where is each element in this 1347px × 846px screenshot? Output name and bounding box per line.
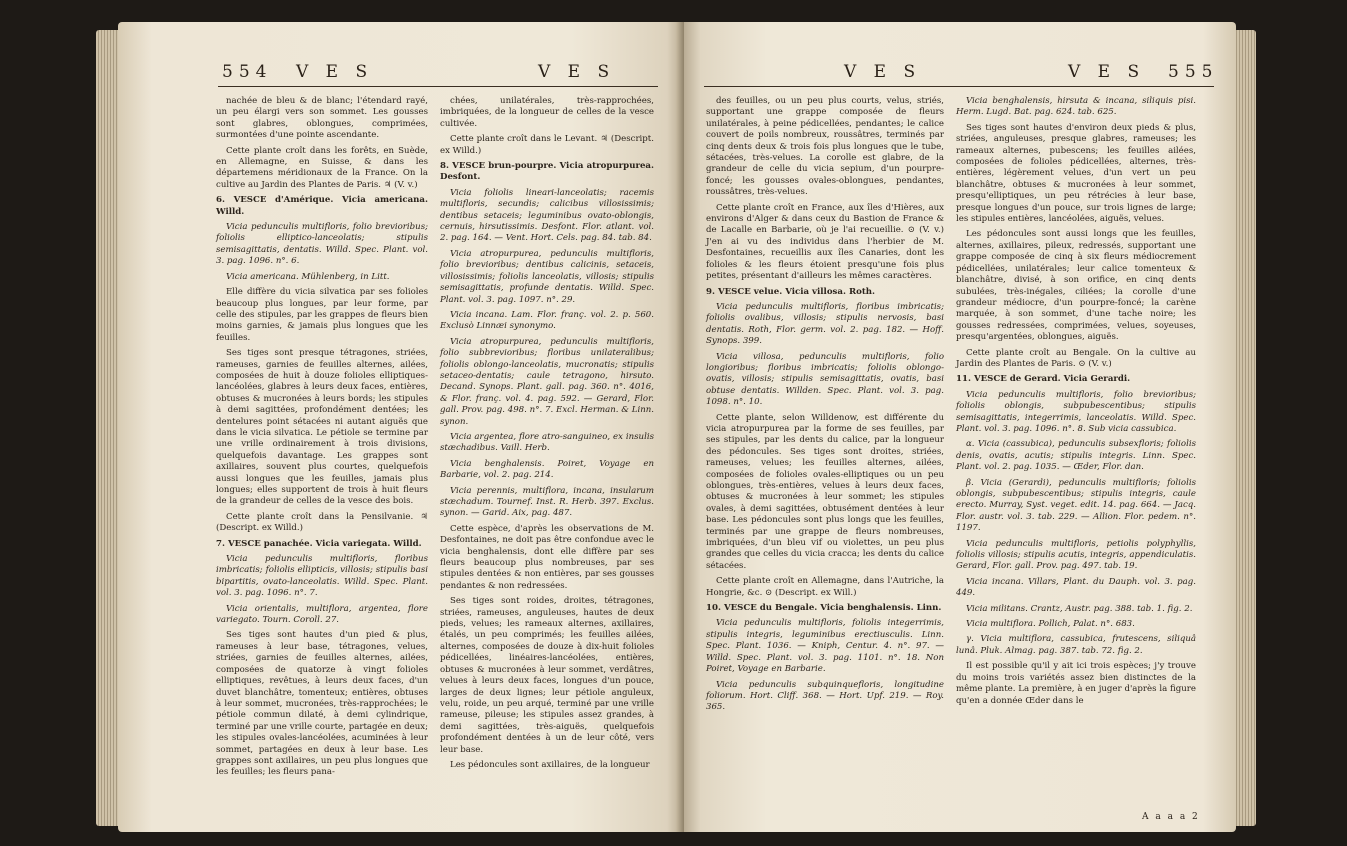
paragraph: α. Vicia (cassubica), pedunculis subsexfloris; foliolis denis, ovatis, acutis; stipulis integris. Linn. Spec. Plant. vol. 2. pag. 1035. — Œder, Flor. dan. bbox=[956, 439, 1196, 473]
running-head-left-a: V E S bbox=[296, 62, 374, 82]
page-edges-left bbox=[96, 30, 120, 826]
running-head-right-b: V E S bbox=[1068, 62, 1146, 82]
paragraph: Vicia incana. Lam. Flor. franç. vol. 2. p. 560. Exclusò Linnæi synonymo. bbox=[440, 309, 654, 332]
paragraph: chées, unilatérales, très-rapprochées, imbriquées, de la longueur de celles de la vesce cultivée. bbox=[440, 96, 654, 129]
left-page bbox=[118, 22, 684, 832]
paragraph: Vicia orientalis, multiflora, argentea, flore variegato. Tourn. Coroll. 27. bbox=[216, 603, 428, 626]
paragraph: 10. VESCE du Bengale. Vicia benghalensis. Linn. bbox=[706, 603, 942, 614]
paragraph: Vicia foliolis lineari-lanceolatis; racemis multifloris, secundis; calicibus villosissimis; dentibus setaceis; leguminibus ovato-oblongis, cernuis, hirsutissimis. Desfont. Flor. atlant. vol. 2. pag. 164. — Vent. Hort. Cels. pag. 84. tab. 84. bbox=[440, 187, 654, 244]
paragraph: Cette plante croît au Bengale. On la cultive au Jardin des Plantes de Paris. ⊙ (V. v.) bbox=[956, 347, 1196, 369]
page-number-right: 555 bbox=[1168, 62, 1219, 82]
right-page bbox=[684, 22, 1236, 832]
paragraph: Les pédoncules sont aussi longs que les feuilles, alternes, axillaires, pileux, redressés, supportant une grappe composée de cinq à six fleurs médiocrement pédicellées, unilatérales; leur calice tomenteux & blanchâtre, divisé, à son orifice, en cinq dents subulées, très-inégales, ciliées; la corolle d'une grandeur médiocre, d'un pourpre-foncé; la carène marquée, à son sommet, d'une tache noire; les gousses redressées, comprimées, velues, soyeuses, presqu'argentées, oblongues, aiguës. bbox=[956, 229, 1196, 343]
paragraph: Vicia multiflora. Pollich, Palat. n°. 683. bbox=[966, 619, 1135, 630]
running-head-right-a: V E S bbox=[844, 62, 922, 82]
paragraph: Vicia perennis, multiflora, incana, insularum stæchadum. Tournef. Inst. R. Herb. 397. Exclus. synon. — Garid. Aix, pag. 487. bbox=[440, 485, 654, 519]
paragraph: Ses tiges sont presque tétragones, striées, rameuses, garnies de feuilles alternes, ailées, composées de huit à douze folioles elliptiques-lancéolées, glabres à leurs deux faces, entières, obtuses & mucronées à leurs bords; les stipules à demi sagittées, profondément dentées; les dentelures point sétacées ni autant aiguës que dans le vicia silvatica. Le pétiole se termine par une vrille ordinairement à trois divisions, quelquefois davantage. Les grappes sont axillaires, souvent plus courtes, quelquefois aussi longues que les feuilles, jamais plus longues; elles supportent de trois à huit fleurs de la grandeur de celles de la vesce des bois. bbox=[216, 348, 428, 507]
right-column-2 bbox=[956, 96, 1196, 711]
paragraph: 11. VESCE de Gerard. Vicia Gerardi. bbox=[956, 374, 1131, 385]
paragraph: Vicia pedunculis multifloris, folio brevioribus; foliolis oblongis, subpubescentibus; stipulis semisagittatis, integerrimis, lanceolatis. Willd. Spec. Plant. vol. 3. pag. 1096. n°. 8. Sub vicia cassubica. bbox=[956, 389, 1196, 434]
page-number-left: 554 bbox=[222, 62, 273, 82]
paragraph: Cette plante croît en France, aux îles d'Hières, aux environs d'Alger & dans ceux du Bastion de France & de Lacalle en Barbarie, où je l'ai recueillie. ⊙ (V. v.) J'en ai vu des individus dans l'herbier de M. Desfontaines, recueillis aux îles Canaries, dont les folioles & les fleurs étoient presqu'une fois plus petites, présentant d'ailleurs les mêmes caractères. bbox=[706, 202, 944, 282]
paragraph: Vicia pedunculis multifloris, petiolis polyphyllis, foliolis villosis; stipulis acutis, integris, appendiculatis. Gerard, Flor. gall. Prov. pag. 497. tab. 19. bbox=[956, 538, 1196, 572]
paragraph: Vicia pedunculis multifloris, floribus imbricatis; foliolis ovalibus, villosis; stipulis nervosis, basi dentatis. Roth, Flor. germ. vol. 2. pag. 182. — Hoff. Synops. 399. bbox=[706, 301, 944, 347]
paragraph: Vicia militans. Crantz, Austr. pag. 388. tab. 1. fig. 2. bbox=[966, 603, 1193, 614]
paragraph: Ses tiges sont hautes d'environ deux pieds & plus, striées, anguleuses, presque glabres, rameuses; les rameaux alternes, pubescens; les feuilles ailées, composées de folioles pédicellées, alternes, très-entières, légèrement velues, d'un vert un peu blanchâtre, obtuses & mucronées à leur sommet, presqu'elliptiques, un peu rétrécies à leur base, presque longues d'un pouce, sur trois lignes de large; les stipules entières, lancéolées, aiguës, velues. bbox=[956, 122, 1196, 225]
paragraph: Vicia benghalensis, hirsuta & incana, siliquis pisi. Herm. Lugd. Bat. pag. 624. tab. 625. bbox=[956, 96, 1196, 118]
paragraph: Vicia incana. Villars, Plant. du Dauph. vol. 3. pag. 449. bbox=[956, 576, 1196, 599]
paragraph: Cette plante croît en Allemagne, dans l'Autriche, la Hongrie, &c. ⊙ (Descript. ex Will.) bbox=[706, 576, 944, 598]
paragraph: 7. VESCE panachée. Vicia variegata. Willd. bbox=[216, 538, 422, 549]
paragraph: Vicia argentea, flore atro-sanguineo, ex insulis stæchadibus. Vaill. Herb. bbox=[440, 431, 654, 454]
paragraph: 9. VESCE velue. Vicia villosa. Roth. bbox=[706, 286, 876, 297]
left-column-1 bbox=[216, 96, 428, 783]
paragraph: 8. VESCE brun-pourpre. Vicia atropurpurea. Desfont. bbox=[440, 161, 654, 183]
paragraph: Il est possible qu'il y ait ici trois espèces; j'y trouve du moins trois variétés assez bien distinctes de la même plante. La première, à en juger d'après la figure qu'en a donnée Œder dans le bbox=[956, 661, 1196, 706]
paragraph: Vicia pedunculis multifloris, folio brevioribus; foliolis elliptico-lanceolatis; stipulis semisagittatis, dentatis. Willd. Spec. Plant. vol. 3. pag. 1096. n°. 6. bbox=[216, 222, 428, 267]
paragraph: Vicia atropurpurea, pedunculis multifloris, folio brevioribus; dentibus calicinis, setaceis, villosissimis; foliolis lanceolatis, villosis; stipulis semisagittatis, profunde dentatis. Willd. Spec. Plant. vol. 3. pag. 1097. n°. 29. bbox=[440, 248, 654, 305]
paragraph: Ses tiges sont hautes d'un pied & plus, rameuses à leur base, tétragones, velues, striées, garnies de feuilles alternes, ailées, composées de quatorze à vingt folioles elliptiques, revêtues, à leurs deux faces, d'un duvet blanchâtre, tomenteux; entières, obtuses à leur sommet, mucronées, très-rapprochées; le pétiole commun dilaté, à demi cylindrique, terminé par une vrille courte, partagée en deux; les stipules ovales-lancéolées, acuminées à leur sommet, partagées en deux à leur base. Les grappes sont axillaires, un peu plus longues que les feuilles; les fleurs pana- bbox=[216, 630, 428, 778]
paragraph: Vicia villosa, pedunculis multifloris, folio longioribus; floribus imbricatis; foliolis oblongo-ovatis, villosis; stipulis semisagittatis, ovatis, basi obtuse dentatis. Willden. Spec. Plant. vol. 3. pag. 1098. n°. 10. bbox=[706, 351, 944, 408]
paragraph: Vicia pedunculis multifloris, floribus imbricatis; foliolis ellipticis, villosis; stipulis basi bipartitis, ovato-lanceolatis. Willd. Spec. Plant. vol. 3. pag. 1096. n°. 7. bbox=[216, 554, 428, 599]
right-column-1 bbox=[706, 96, 944, 718]
paragraph: Les pédoncules sont axillaires, de la longueur bbox=[450, 759, 650, 770]
paragraph: Vicia pedunculis multifloris, foliolis integerrimis, stipulis integris, leguminibus erectiusculis. Linn. Spec. Plant. 1036. — Kniph, Centur. 4. n°. 97. — Willd. Spec. Plant. vol. 3. pag. 1101. n°. 18. Non Poiret, Voyage en Barbarie. bbox=[706, 618, 944, 675]
paragraph: Vicia americana. Mühlenberg, in Litt. bbox=[226, 271, 390, 282]
paragraph: Elle diffère du vicia silvatica par ses folioles beaucoup plus longues, par leur forme, par celle des stipules, par les grappes de fleurs bien moins garnies, & jamais plus longues que les feuilles. bbox=[216, 287, 428, 343]
paragraph: β. Vicia (Gerardi), pedunculis multifloris; foliolis oblongis, subpubescentibus; stipulis integris, caule erecto. Murray, Syst. veget. edit. 14. pag. 664. — Jacq. Flor. austr. vol. 3. tab. 229. — Allion. Flor. pedem. n°. 1197. bbox=[956, 477, 1196, 534]
paragraph: nachée de bleu & de blanc; l'étendard rayé, un peu élargi vers son sommet. Les gousses sont glabres, oblongues, comprimées, surmontées d'une pointe ascendante. bbox=[216, 96, 428, 141]
paragraph: Cette plante croît dans les forêts, en Suède, en Allemagne, en Suisse, & dans les départemens méridionaux de la France. On la cultive au Jardin des Plantes de Paris. ♃ (V. v.) bbox=[216, 145, 428, 190]
page-edges-right bbox=[1234, 30, 1256, 826]
paragraph: Vicia atropurpurea, pedunculis multifloris, folio subbrevioribus; floribus unilateralibus; foliolis oblongo-lanceolatis, mucronatis; stipulis setaceo-dentatis; caule tetragono, hirsuto. Decand. Synops. Plant. gall. pag. 360. n°. 4016, & Flor. franç. vol. 4. pag. 592. — Gerard, Flor. gall. Prov. pag. 498. n°. 7. Excl. Herman. & Linn. synon. bbox=[440, 336, 654, 427]
paragraph: Cette espèce, d'après les observations de M. Desfontaines, ne doit pas être confondue avec le vicia benghalensis, dont elle diffère par ses fleurs beaucoup plus nombreuses, par ses stipules dentées & non entières, par ses gousses pendantes & non redressées. bbox=[440, 523, 654, 591]
running-head-left-b: V E S bbox=[538, 62, 616, 82]
paragraph: des feuilles, ou un peu plus courts, velus, striés, supportant une grappe composée de fleurs unilatérales, à peine pédicellées, pendantes; le calice couvert de poils nombreux, roussâtres, terminés par cinq dents deux & trois fois plus longues que le tube, sétacées, très-velues. La corolle est glabre, de la grandeur de celle du vicia sepium, d'un pourpre-foncé; les gousses ovales-oblongues, pendantes, roussâtres, très-velues. bbox=[706, 96, 944, 198]
paragraph: Vicia benghalensis. Poiret, Voyage en Barbarie, vol. 2. pag. 214. bbox=[440, 458, 654, 481]
paragraph: Ses tiges sont roides, droites, tétragones, striées, rameuses, anguleuses, hautes de deux pieds, velues; les rameaux alternes, axillaires, étalés, un peu comprimés; les feuilles ailées, alternes, composées de douze à dix-huit folioles pédicellées, linéaires-lancéolées, entières, obtuses & mucronées à leur sommet, verdâtres, velues à leurs deux faces, longues d'un pouce, larges de deux lignes; leur pétiole anguleux, velu, roide, un peu arqué, terminé par une vrille rameuse, pileuse; les stipules assez grandes, à demi sagittées, très-aiguës, quelquefois profondément dentées à un de leur côté, vers leur base. bbox=[440, 596, 654, 755]
paragraph: 6. VESCE d'Amérique. Vicia americana. Willd. bbox=[216, 195, 428, 217]
paragraph: Cette plante, selon Willdenow, est différente du vicia atropurpurea par la forme de ses feuilles, par ses stipules, par les dents du calice, par la longueur des pédoncules. Ses tiges sont droites, striées, rameuses, velues; les feuilles alternes, ailées, composées de folioles ovales-elliptiques ou un peu oblongues, très-entières, velues à leurs deux faces, obtuses & mucronées à leur sommet; les stipules ovales, à demi sagittées, obtusément dentées à leur base. Les pédoncules sont plus longs que les feuilles, terminés par une grappe de fleurs nombreuses, imbriquées, d'un bleu vif ou violettes, un peu plus grandes que celles du vicia cracca; les dents du calice sétacées. bbox=[706, 412, 944, 571]
paragraph: Cette plante croît dans le Levant. ♃ (Descript. ex Willd.) bbox=[440, 134, 654, 156]
paragraph: Cette plante croît dans la Pensilvanie. ♃ (Descript. ex Willd.) bbox=[216, 511, 428, 534]
header-rule-left bbox=[218, 86, 658, 87]
header-rule-right bbox=[704, 86, 1214, 87]
paragraph: γ. Vicia multiflora, cassubica, frutescens, siliquâ lunâ. Pluk. Almag. pag. 387. tab. 72. fig. 2. bbox=[956, 634, 1196, 656]
left-column-2 bbox=[440, 96, 654, 775]
paragraph: Vicia pedunculis subquinquefloris, longitudine foliorum. Hort. Cliff. 368. — Hort. Upf. 219. — Roy. 365. bbox=[706, 679, 944, 713]
signature-mark: A a a a 2 bbox=[1142, 812, 1200, 822]
